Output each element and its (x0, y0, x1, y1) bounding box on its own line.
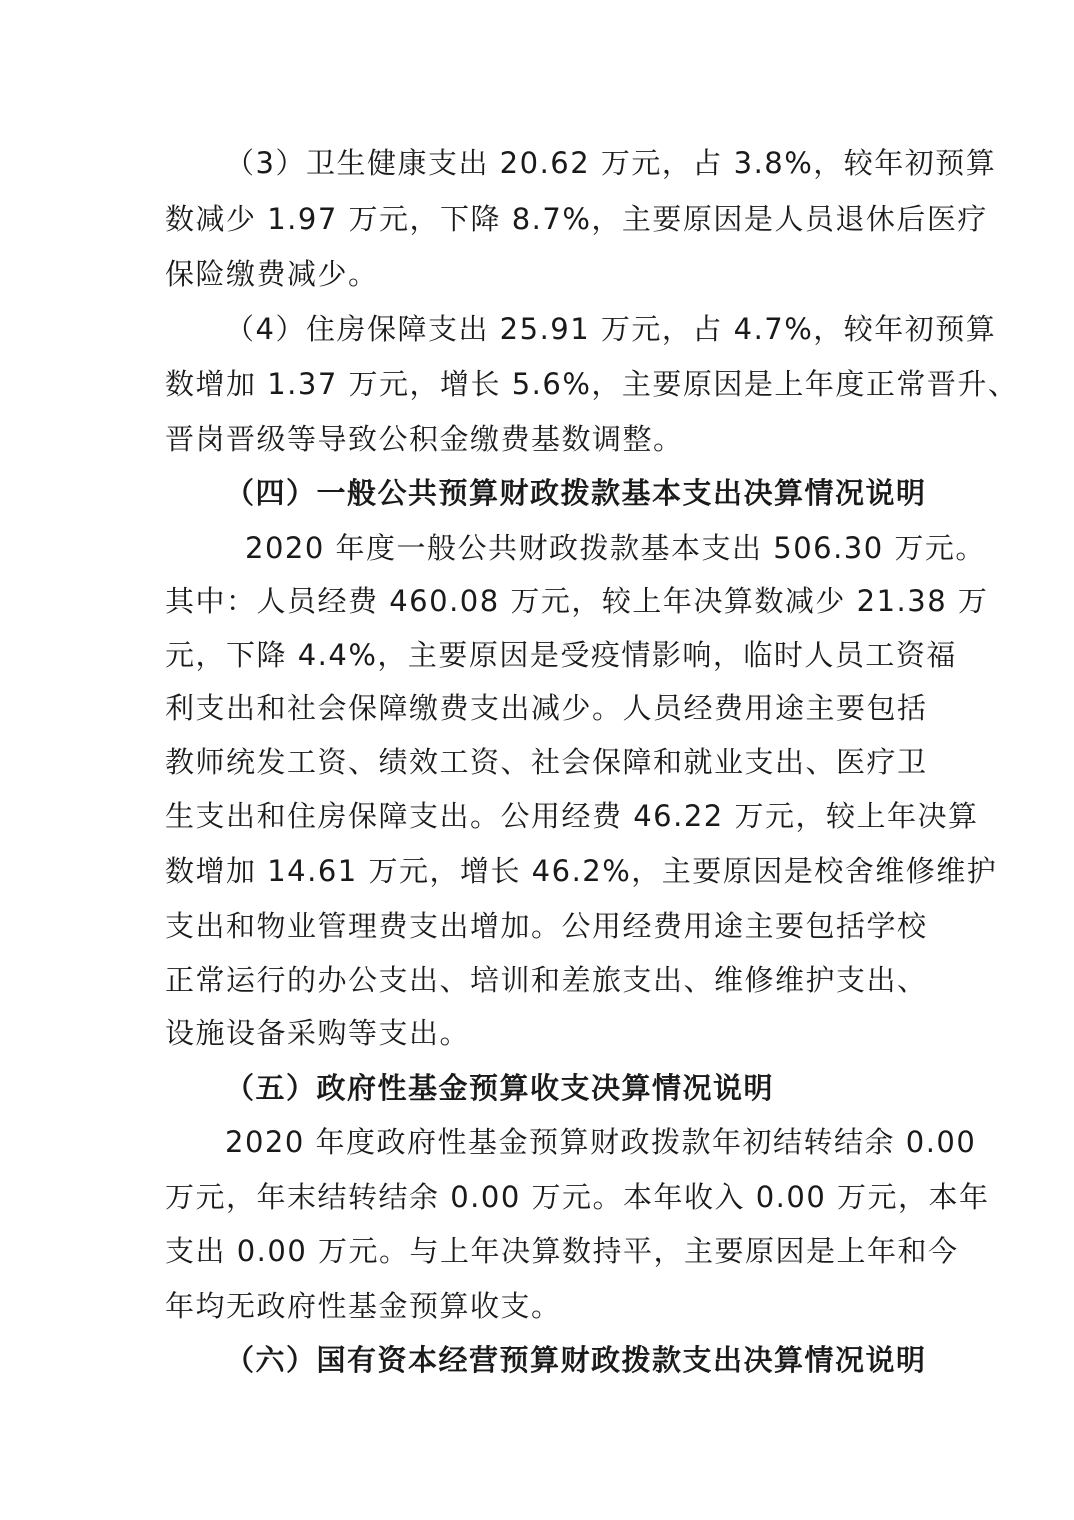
section-heading-5: （五）政府性基金预算收支决算情况说明 (225, 1071, 775, 1105)
paragraph-line: 元，下降 4.4%，主要原因是受疫情影响，临时人员工资福 (165, 638, 957, 672)
paragraph-line: 万元，年末结转结余 0.00 万元。本年收入 0.00 万元，本年 (165, 1180, 990, 1214)
paragraph-line: 教师统发工资、绩效工资、社会保障和就业支出、医疗卫 (165, 745, 928, 779)
paragraph-line: 保险缴费减少。 (165, 257, 379, 291)
paragraph-line: 数增加 1.37 万元，增长 5.6%，主要原因是上年度正常晋升、 (165, 367, 1019, 401)
paragraph-line: 支出 0.00 万元。与上年决算数持平，主要原因是上年和今 (165, 1234, 959, 1268)
paragraph-line: 其中：人员经费 460.08 万元，较上年决算数减少 21.38 万 (165, 584, 989, 618)
paragraph-line: 设施设备采购等支出。 (165, 1016, 471, 1050)
paragraph-line: 利支出和社会保障缴费支出减少。人员经费用途主要包括 (165, 691, 928, 725)
section-heading-6: （六）国有资本经营预算财政拨款支出决算情况说明 (225, 1343, 927, 1377)
paragraph-line: 数增加 14.61 万元，增长 46.2%，主要原因是校舍维修维护 (165, 854, 998, 888)
paragraph-line: 年均无政府性基金预算收支。 (165, 1289, 562, 1323)
paragraph-line: 2020 年度政府性基金预算财政拨款年初结转结余 0.00 (225, 1125, 977, 1159)
paragraph-line: 支出和物业管理费支出增加。公用经费用途主要包括学校 (165, 909, 928, 943)
paragraph-line: 2020 年度一般公共财政拨款基本支出 506.30 万元。 (245, 531, 986, 565)
paragraph-line: 生支出和住房保障支出。公用经费 46.22 万元，较上年决算 (165, 799, 979, 833)
section-heading-4: （四）一般公共预算财政拨款基本支出决算情况说明 (225, 476, 927, 510)
paragraph-line: 数减少 1.97 万元，下降 8.7%，主要原因是人员退休后医疗 (165, 202, 988, 236)
paragraph-line: （3）卫生健康支出 20.62 万元，占 3.8%，较年初预算 (225, 146, 997, 180)
paragraph-line: 正常运行的办公支出、培训和差旅支出、维修维护支出、 (165, 963, 928, 997)
paragraph-line: （4）住房保障支出 25.91 万元，占 4.7%，较年初预算 (225, 312, 997, 346)
paragraph-line: 晋岗晋级等导致公积金缴费基数调整。 (165, 422, 684, 456)
